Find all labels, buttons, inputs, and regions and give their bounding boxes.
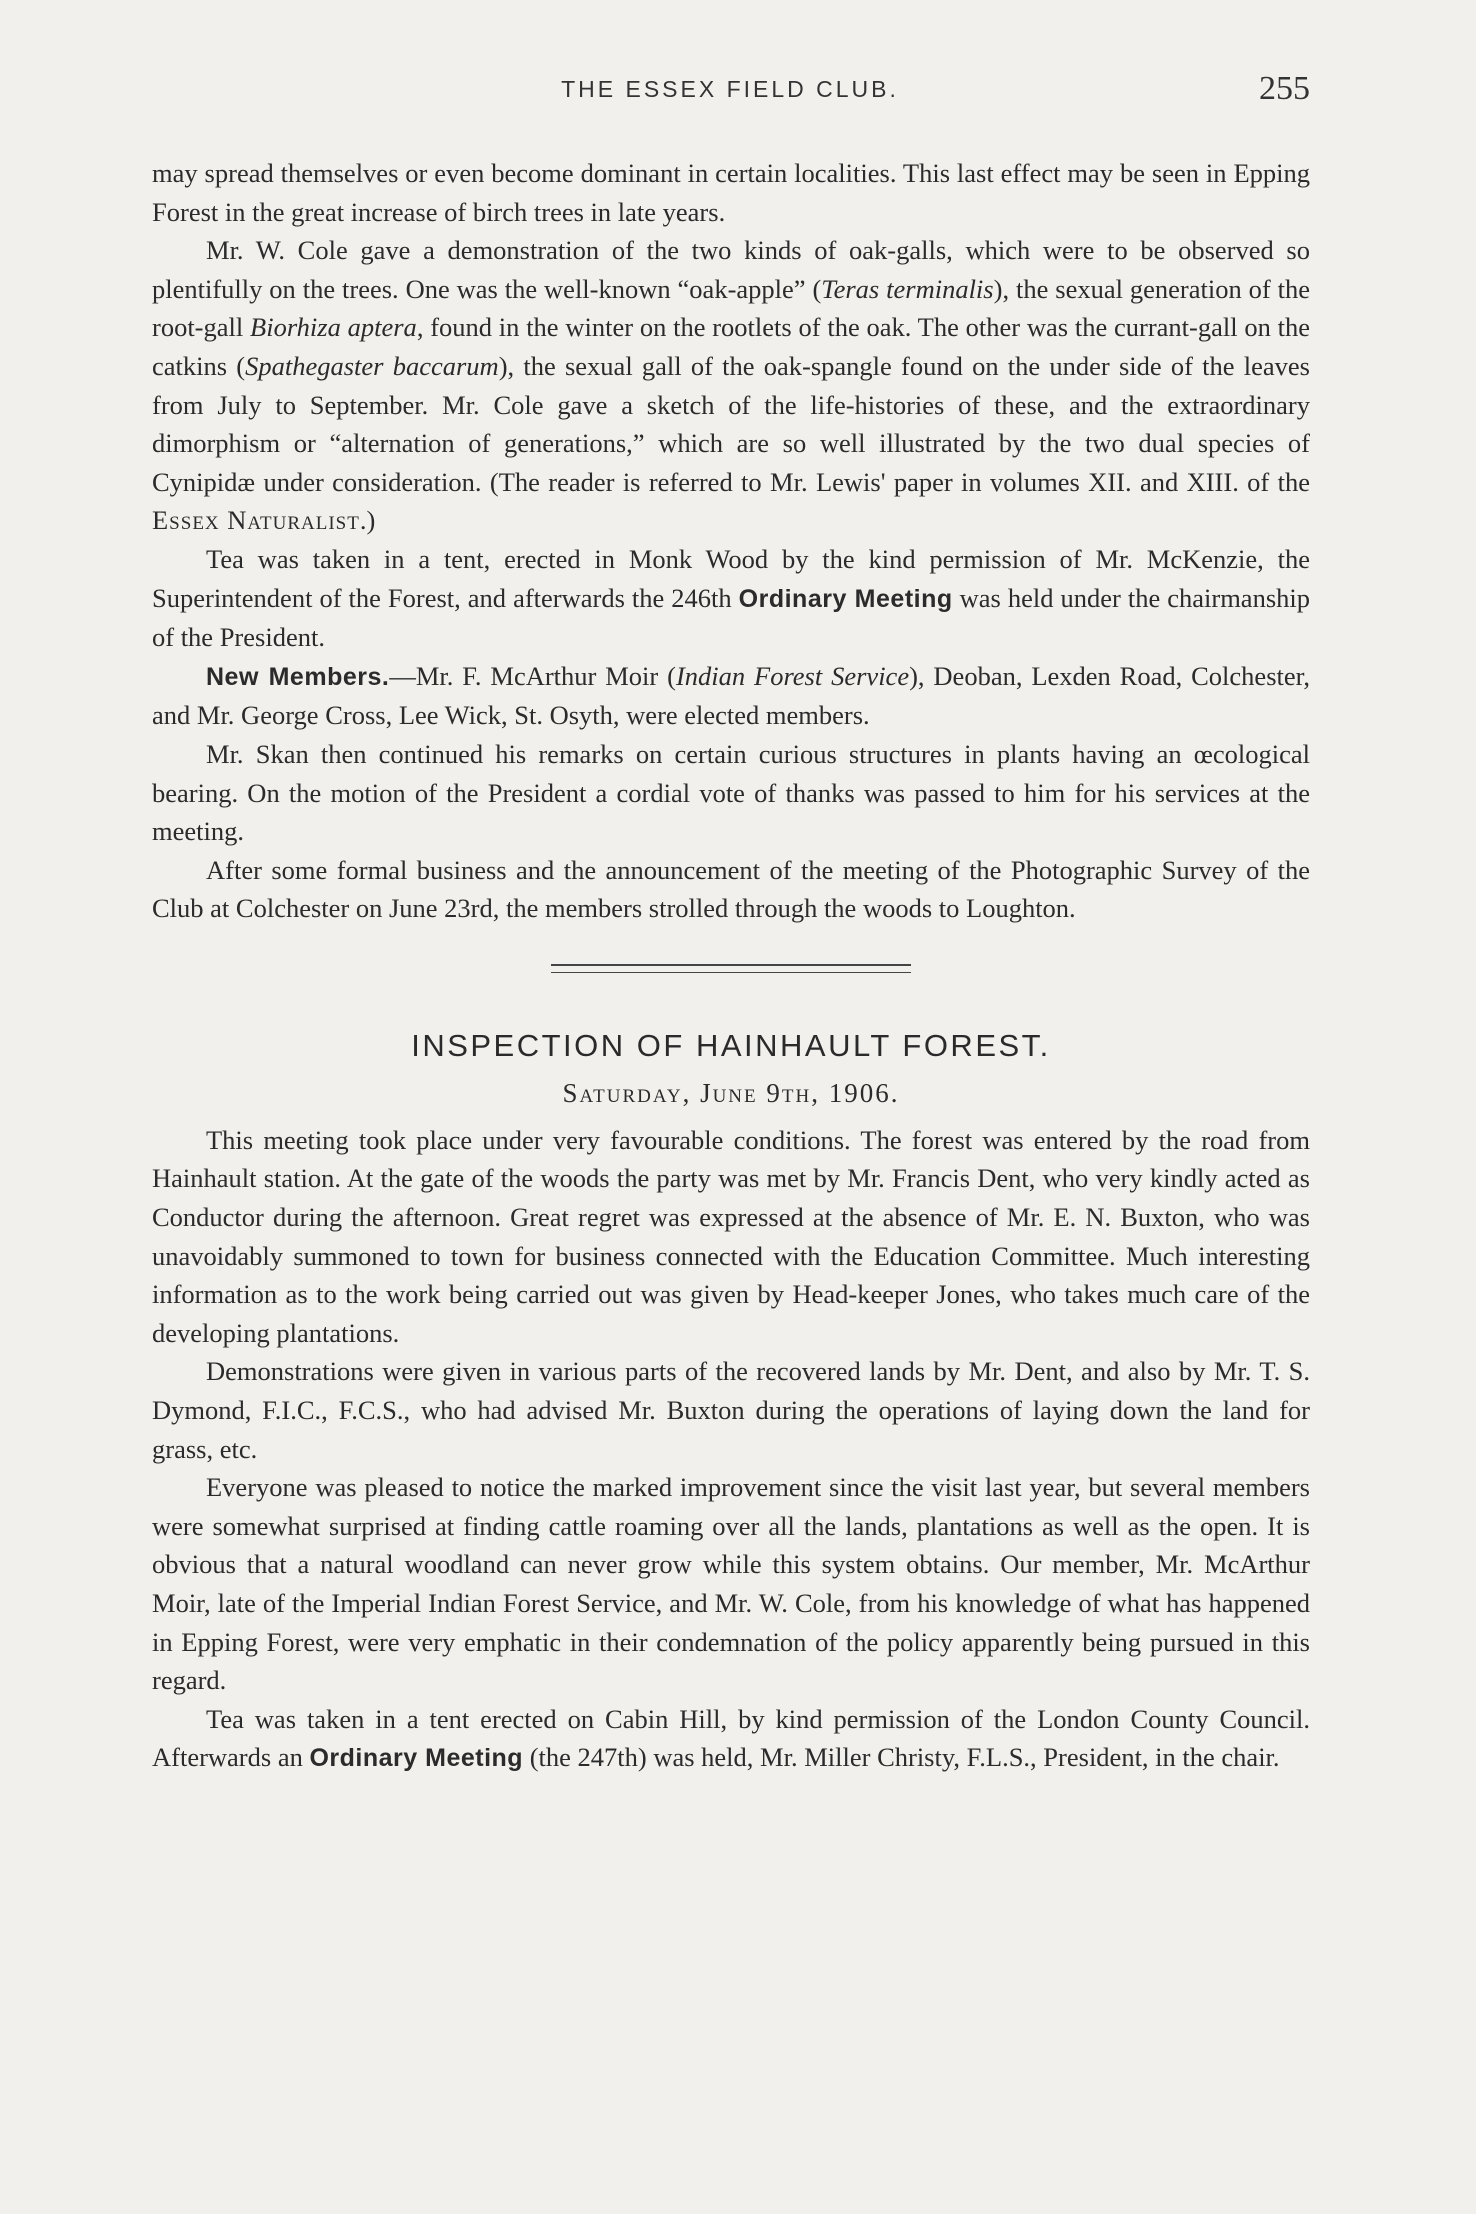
text-run: ), Deoban, Lexden Road, Colchester, and Mr. George Cross, Lee Wick, St. Osyth, were elected members. — [152, 660, 1311, 731]
text-run: ), the sexual gall of the oak-spangle found on the under side of the leaves from July to September. Mr. Cole gave a sketch of the life-histories of these, and the extraordinary dimorphism or “alternation of generations,” which are so well illustrated by the two dual species of Cynipidæ under consideration. (The reader is referred to Mr. Lewis' paper in volumes XII. and XIII. of the — [152, 350, 1310, 497]
text-run: Mr. W. Cole gave a demonstration of the two kinds of oak-galls, which were to be observed so plentifully on the trees. One was the well-known “oak-apple” ( — [152, 235, 1310, 304]
bold-heading-new-members: New Members. — [206, 662, 390, 691]
paragraph-skan-remarks: Mr. Skan then continued his remarks on certain curious structures in plants having an œcological bearing. On the motion of the President a cordial vote of thanks was passed to him for his services at the meeting. — [152, 738, 1310, 847]
paragraph-continuation: may spread themselves or even become dominant in certain localities. This last effect may be seen in Epping Forest in the great increase of birch trees in late years. — [152, 158, 1310, 227]
text-run: Tea was taken in a tent, erected in Monk Wood by the kind permission of Mr. McKenzie, the Superintendent of the Forest, and afterwards the 246th — [152, 543, 1310, 613]
italic-text: Indian Forest Service — [675, 660, 910, 691]
text-run: Tea was taken in a tent erected on Cabin Hill, by kind permission of the London County Council. Afterwards an — [152, 1703, 1310, 1773]
bold-heading-ordinary-meeting: Ordinary Meeting — [738, 584, 953, 613]
paragraph-cattle-roaming: Everyone was pleased to notice the marked improvement since the visit last year, but several members were somewhat surprised at finding cattle roaming over all the lands, plantations as well as the open. It is obvious that a natural woodland can never grow while this system obtains. Our member, Mr. McArthur Moir, late of the Imperial Indian Forest Service, and Mr. W. Cole, from his knowledge of what has happened in Epping Forest, were very emphatic in their condemnation of the policy apparently being pursued in this regard. — [152, 1472, 1310, 1696]
species-name: Spathegaster baccarum — [245, 350, 499, 381]
paragraph-oak-galls — [152, 231, 1310, 540]
page-body — [152, 154, 1310, 1778]
paragraph-formal-business: After some formal business and the announcement of the meeting of the Photographic Survey of the Club at Colchester on June 23rd, the members strolled through the woods to Loughton. — [152, 854, 1310, 924]
species-name: Teras terminalis — [821, 273, 994, 304]
section-date: Saturday, June 9th, 1906. — [562, 1077, 900, 1108]
paragraph-hainhault-meeting: This meeting took place under very favourable conditions. The forest was entered by the road from Hainhault station. At the gate of the woods the party was met by Mr. Francis Dent, who very kindly acted as Conductor during the afternoon. Great regret was expressed at the absence of Mr. E. N. Buxton, who was unavoidably summoned to town for business connected with the Education Committee. Much interesting information as to the work being carried out was given by Head-keeper Jones, who takes much care of the developing plantations. — [152, 1124, 1310, 1348]
running-title: THE ESSEX FIELD CLUB. — [561, 76, 899, 102]
section-divider — [551, 964, 911, 973]
text-run: —Mr. F. McArthur Moir ( — [389, 660, 676, 691]
section-title: INSPECTION OF HAINHAULT FOREST. — [411, 1027, 1051, 1063]
paragraph-tea-cabin-hill — [152, 1700, 1310, 1778]
paragraph-tea-monk-wood — [152, 540, 1310, 657]
text-run: .) — [359, 505, 376, 536]
species-name: Biorhiza aptera — [250, 312, 417, 343]
text-run: (the 247th) was held, Mr. Miller Christy, F.L.S., President, in the chair. — [523, 1742, 1280, 1773]
text-run: was held under the chairmanship of the President. — [152, 582, 1310, 653]
paragraph-new-members — [152, 657, 1310, 735]
journal-name: Essex Naturalist — [152, 505, 360, 536]
bold-heading-ordinary-meeting: Ordinary Meeting — [309, 1744, 524, 1773]
page-header — [150, 70, 1310, 120]
text-run: ), the sexual generation of the root-gall — [152, 273, 1310, 343]
text-run: , found in the winter on the rootlets of the oak. The other was the currant-gall on the catkins ( — [152, 312, 1311, 381]
page-number: 255 — [1259, 70, 1310, 107]
paragraph-demonstrations: Demonstrations were given in various parts of the recovered lands by Mr. Dent, and also by Mr. T. S. Dymond, F.I.C., F.C.S., who had advised Mr. Buxton during the operations of laying down the land for grass, etc. — [152, 1356, 1310, 1464]
